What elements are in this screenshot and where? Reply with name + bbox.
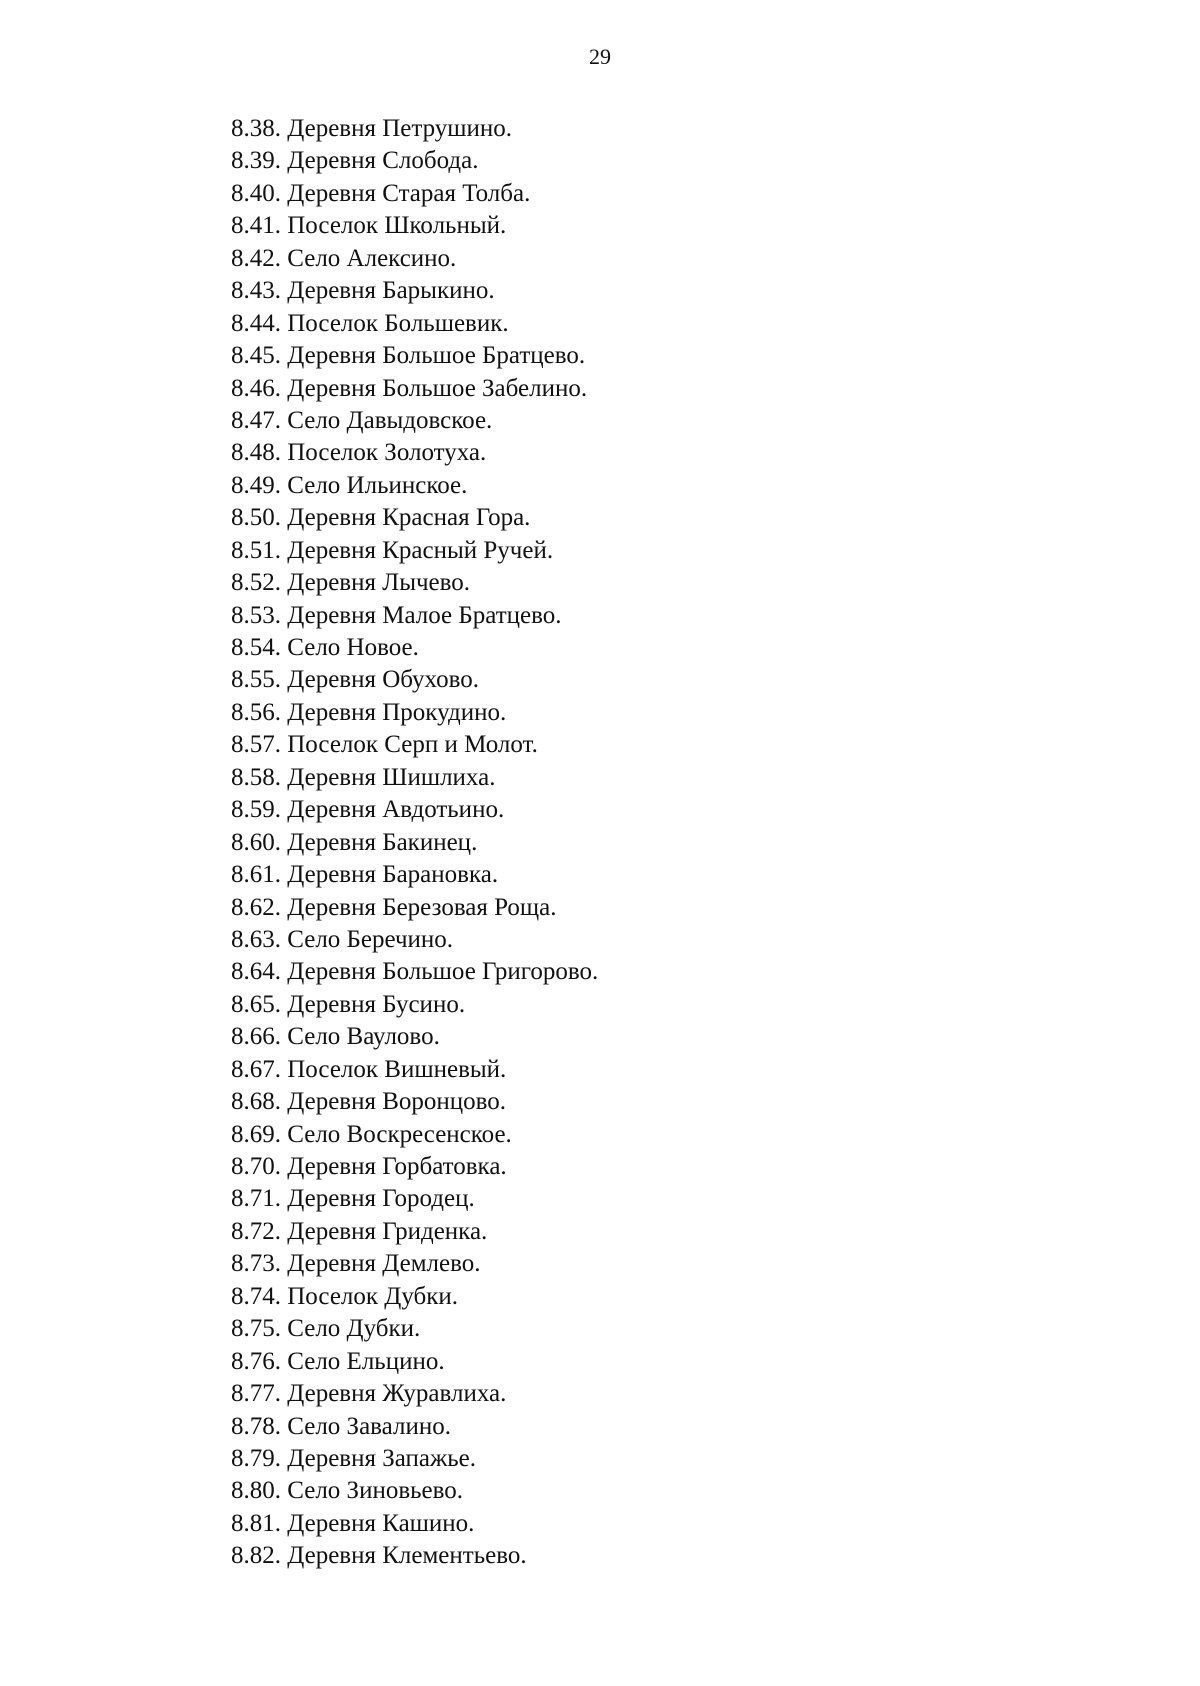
item-number: 8.50. xyxy=(231,504,281,532)
settlement-name: Деревня Барыкино. xyxy=(287,277,495,305)
list-item xyxy=(231,1054,598,1086)
list-item xyxy=(231,1086,598,1118)
settlement-name: Деревня Кашино. xyxy=(287,1509,475,1537)
list-item xyxy=(231,308,598,340)
list-item xyxy=(231,373,598,405)
item-number: 8.46. xyxy=(231,374,281,402)
settlement-name: Поселок Школьный. xyxy=(287,212,507,240)
settlement-name: Село Дубки. xyxy=(287,1315,421,1343)
list-item xyxy=(231,145,598,177)
list-item xyxy=(231,1021,598,1053)
list-item xyxy=(231,794,598,826)
settlement-name: Деревня Горбатовка. xyxy=(287,1153,507,1180)
settlement-name: Село Ельцино. xyxy=(287,1347,445,1375)
item-number: 8.43. xyxy=(231,277,281,305)
item-number: 8.78. xyxy=(231,1412,281,1440)
settlement-name: Деревня Городец. xyxy=(287,1185,475,1213)
settlement-name: Деревня Запажье. xyxy=(287,1444,477,1472)
item-number: 8.38. xyxy=(231,115,281,142)
list-item xyxy=(231,210,598,242)
item-number: 8.59. xyxy=(231,796,281,824)
item-number: 8.64. xyxy=(231,958,281,986)
list-item xyxy=(231,632,598,664)
list-item xyxy=(231,1313,598,1345)
settlement-name: Поселок Золотуха. xyxy=(287,439,487,467)
list-item xyxy=(231,1183,598,1215)
list-item xyxy=(231,405,598,437)
item-number: 8.76. xyxy=(231,1347,281,1375)
settlement-list xyxy=(231,113,598,1573)
settlement-name: Деревня Гриденка. xyxy=(287,1217,488,1245)
list-item xyxy=(231,1151,598,1183)
list-item xyxy=(231,535,598,567)
settlement-name: Деревня Большое Братцево. xyxy=(287,342,586,370)
item-number: 8.39. xyxy=(231,147,281,175)
item-number: 8.48. xyxy=(231,439,281,467)
page-number: 29 xyxy=(589,44,611,69)
list-item xyxy=(231,502,598,534)
list-item xyxy=(231,1540,598,1572)
list-item xyxy=(231,827,598,859)
list-item xyxy=(231,1281,598,1313)
item-number: 8.57. xyxy=(231,731,281,759)
item-number: 8.53. xyxy=(231,601,281,629)
item-number: 8.40. xyxy=(231,179,281,207)
settlement-name: Село Зиновьево. xyxy=(287,1477,464,1505)
settlement-name: Поселок Серп и Молот. xyxy=(287,731,538,759)
list-item xyxy=(231,989,598,1021)
settlement-name: Деревня Обухово. xyxy=(287,666,479,694)
item-number: 8.77. xyxy=(231,1380,281,1408)
settlement-name: Деревня Большое Григорово. xyxy=(287,958,599,986)
item-number: 8.52. xyxy=(231,569,281,597)
item-number: 8.56. xyxy=(231,698,281,726)
item-number: 8.68. xyxy=(231,1088,281,1116)
list-item xyxy=(231,1475,598,1507)
item-number: 8.62. xyxy=(231,893,281,921)
settlement-name: Деревня Демлево. xyxy=(287,1250,481,1278)
item-number: 8.60. xyxy=(231,828,281,856)
settlement-name: Деревня Березовая Роща. xyxy=(287,893,557,921)
list-item xyxy=(231,762,598,794)
list-item xyxy=(231,892,598,924)
settlement-name: Село Ваулово. xyxy=(287,1023,440,1051)
item-number: 8.75. xyxy=(231,1315,281,1343)
settlement-name: Деревня Журавлиха. xyxy=(287,1380,507,1408)
list-item xyxy=(231,275,598,307)
item-number: 8.80. xyxy=(231,1477,281,1505)
settlement-name: Село Беречино. xyxy=(287,925,454,953)
list-item xyxy=(231,956,598,988)
settlement-name: Деревня Лычево. xyxy=(287,569,471,597)
settlement-name: Село Ильинское. xyxy=(287,471,468,499)
settlement-name: Поселок Вишневый. xyxy=(287,1055,507,1083)
list-item xyxy=(231,1248,598,1280)
settlement-name: Деревня Шишлиха. xyxy=(287,763,496,791)
settlement-name: Деревня Старая Толба. xyxy=(287,179,531,207)
list-item xyxy=(231,567,598,599)
settlement-name: Поселок Большевик. xyxy=(287,309,509,337)
list-item xyxy=(231,1508,598,1540)
item-number: 8.44. xyxy=(231,309,281,337)
item-number: 8.70. xyxy=(231,1153,281,1180)
list-item xyxy=(231,178,598,210)
settlement-name: Село Завалино. xyxy=(287,1412,451,1440)
list-item xyxy=(231,340,598,372)
item-number: 8.54. xyxy=(231,634,281,661)
list-item xyxy=(231,859,598,891)
settlement-name: Деревня Клементьево. xyxy=(287,1542,527,1570)
settlement-name: Деревня Малое Братцево. xyxy=(287,601,562,629)
list-item xyxy=(231,729,598,761)
list-item xyxy=(231,924,598,956)
settlement-name: Деревня Бакинец. xyxy=(287,828,478,856)
settlement-name: Деревня Воронцово. xyxy=(287,1088,507,1116)
item-number: 8.79. xyxy=(231,1444,281,1472)
settlement-name: Деревня Барановка. xyxy=(287,861,499,889)
settlement-name: Село Алексино. xyxy=(287,244,457,272)
item-number: 8.66. xyxy=(231,1023,281,1051)
list-item xyxy=(231,113,598,145)
item-number: 8.45. xyxy=(231,342,281,370)
item-number: 8.65. xyxy=(231,990,281,1018)
list-item xyxy=(231,1443,598,1475)
list-item xyxy=(231,243,598,275)
item-number: 8.61. xyxy=(231,861,281,889)
settlement-name: Село Новое. xyxy=(287,634,419,661)
item-number: 8.82. xyxy=(231,1542,281,1570)
settlement-name: Деревня Красный Ручей. xyxy=(287,536,554,564)
item-number: 8.74. xyxy=(231,1282,281,1310)
settlement-name: Поселок Дубки. xyxy=(287,1282,459,1310)
item-number: 8.72. xyxy=(231,1217,281,1245)
list-item xyxy=(231,1216,598,1248)
item-number: 8.47. xyxy=(231,406,281,434)
list-item xyxy=(231,470,598,502)
list-item xyxy=(231,664,598,696)
list-item xyxy=(231,437,598,469)
settlement-name: Деревня Петрушино. xyxy=(287,115,513,142)
list-item xyxy=(231,1346,598,1378)
settlement-name: Деревня Бусино. xyxy=(287,990,466,1018)
item-number: 8.69. xyxy=(231,1120,281,1148)
settlement-name: Деревня Прокудино. xyxy=(287,698,507,726)
item-number: 8.55. xyxy=(231,666,281,694)
settlement-name: Деревня Авдотьино. xyxy=(287,796,505,824)
item-number: 8.67. xyxy=(231,1055,281,1083)
item-number: 8.58. xyxy=(231,763,281,791)
settlement-name: Село Давыдовское. xyxy=(287,406,493,434)
settlement-name: Деревня Слобода. xyxy=(287,147,479,175)
list-item xyxy=(231,1378,598,1410)
settlement-name: Деревня Большое Забелино. xyxy=(287,374,588,402)
item-number: 8.73. xyxy=(231,1250,281,1278)
item-number: 8.81. xyxy=(231,1509,281,1537)
item-number: 8.42. xyxy=(231,244,281,272)
list-item xyxy=(231,1119,598,1151)
list-item xyxy=(231,697,598,729)
settlement-name: Деревня Красная Гора. xyxy=(287,504,531,532)
item-number: 8.49. xyxy=(231,471,281,499)
item-number: 8.63. xyxy=(231,925,281,953)
list-item xyxy=(231,600,598,632)
list-item xyxy=(231,1411,598,1443)
item-number: 8.71. xyxy=(231,1185,281,1213)
settlement-name: Село Воскресенское. xyxy=(287,1120,512,1148)
item-number: 8.51. xyxy=(231,536,281,564)
item-number: 8.41. xyxy=(231,212,281,240)
